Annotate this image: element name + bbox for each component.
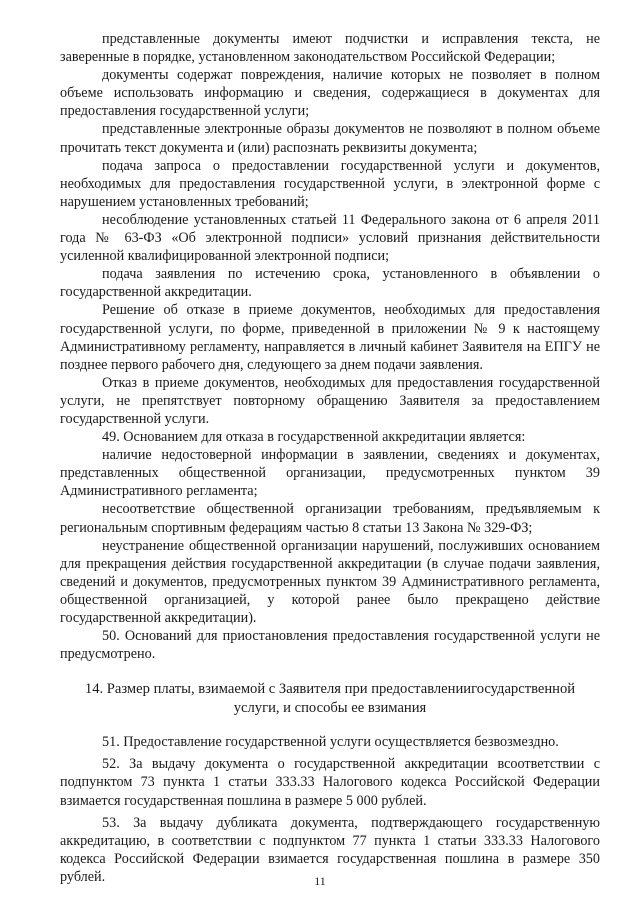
paragraph-52-fee: 52. За выдачу документа о государственной аккредитации всоответствии с подпунктом 73 пункта 1 статьи 333.33 Налогового кодекса Российской Федерации взимается государственная пошлина в размере 5 000 рублей. <box>60 756 600 809</box>
paragraph-electronic-images: представленные электронные образы документов не позволяют в полном объеме прочитать текст документа и (или) распознать реквизиты документа; <box>60 121 600 156</box>
paragraph-50-no-suspension: 50. Оснований для приостановления предоставления государственной услуги не предусмотрено. <box>60 628 600 663</box>
paragraph-non-compliance: несоответствие общественной организации требованиям, предъявляемым к региональным спортивным федерациям частью 8 статьи 13 Закона № 329-ФЗ; <box>60 501 600 536</box>
paragraph-refusal-decision: Решение об отказе в приеме документов, необходимых для предоставления государственной услуги, по форме, приведенной в приложении № 9 к настоящему Административному регламенту, направляется в личный кабинет Заявителя на ЕПГУ не позднее первого рабочего дня, следующего за днем подачи заявления. <box>60 302 600 373</box>
paragraph-electronic-signature: несоблюдение установленных статьей 11 Федерального закона от 6 апреля 2011 года № 63-ФЗ «Об электронной подписи» условий признания действительности усиленной квалифицированной электронной подписи; <box>60 211 600 265</box>
section-heading-line-2: услуги, и способы ее взимания <box>233 700 427 717</box>
document-page <box>60 30 600 886</box>
page-number: 11 <box>314 874 326 888</box>
paragraph-refusal-no-obstacle: Отказ в приеме документов, необходимых для предоставления государственной услуги, не препятствует повторному обращению Заявителя за предоставлением государственной услуги. <box>60 374 600 427</box>
paragraph-text-corrections: представленные документы имеют подчистки и исправления текста, не заверенные в порядке, установленном законодательством Российской Федерации; <box>60 31 600 66</box>
paragraph-49-grounds: 49. Основанием для отказа в государственной аккредитации является: <box>102 429 526 446</box>
paragraph-51-free: 51. Предоставление государственной услуги осуществляется безвозмездно. <box>102 734 559 751</box>
section-heading <box>60 680 600 718</box>
section-heading-line-1: 14. Размер платы, взимаемой с Заявителя при предоставлениигосударственной <box>84 681 576 698</box>
paragraph-electronic-request: подача запроса о предоставлении государственной услуги и документов, необходимых для предоставления государственной услуги, в электронной форме с нарушением установленных требований; <box>60 157 600 210</box>
paragraph-violations-not-fixed: неустранение общественной организации нарушений, послуживших основанием для прекращения действия государственной аккредитации (в случае подачи заявления, сведений и документов, предусмотренных пунктом 39 Административного регламента, общественной организацией, у которой ранее было прекращено действие государственной аккредитации). <box>60 537 600 626</box>
paragraph-false-information: наличие недостоверной информации в заявлении, сведениях и документах, представленных общественной организации, предусмотренных пунктом 39 Административного регламента; <box>60 447 600 500</box>
paragraph-53-duplicate-fee: 53. За выдачу дубликата документа, подтверждающего государственную аккредитацию, в соответствии с подпунктом 77 пункта 1 статьи 333.33 Налогового кодекса Российской Федерации взимается государственная пошлина в размере 350 рублей. <box>60 814 600 885</box>
paragraph-damaged-documents: документы содержат повреждения, наличие которых не позволяет в полном объеме использовать информацию и сведения, содержащиеся в документах для предоставления государственной услуги; <box>60 67 600 120</box>
paragraph-deadline-expired: подача заявления по истечению срока, установленного в объявлении о государственной аккредитации. <box>60 266 600 301</box>
